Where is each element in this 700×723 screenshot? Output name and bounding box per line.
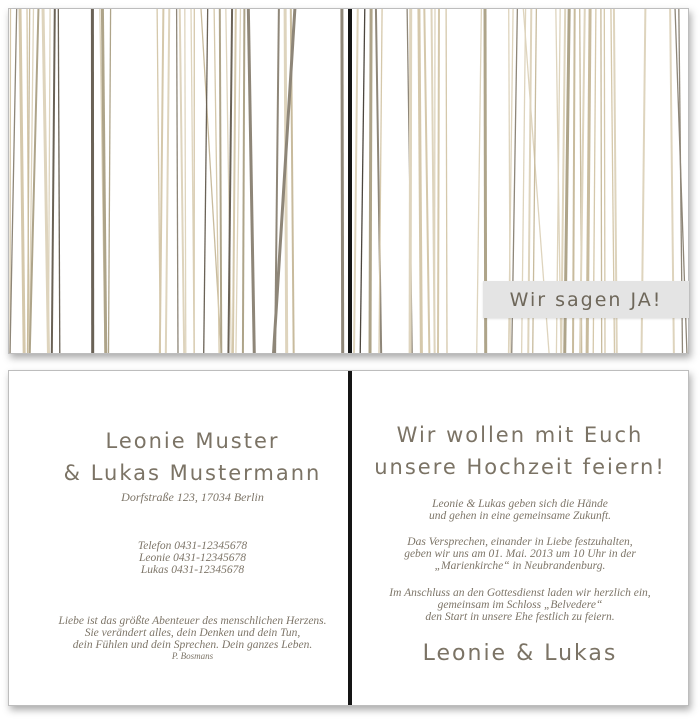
- couple-names: [37, 425, 348, 489]
- para2-line-1: Das Versprechen, einander in Liebe festzuhalten,: [407, 536, 633, 548]
- invitation-paragraph-1: [352, 498, 688, 522]
- invitation-paragraph-3: [352, 587, 688, 623]
- inside-left-page: [9, 371, 348, 705]
- quote-line-2: Sie verändert alles, dein Denken und dein Tun,: [84, 627, 301, 639]
- names-line-1: Leonie Muster: [105, 429, 280, 453]
- phone-line-2: Leonie 0431-12345678: [138, 552, 246, 564]
- phone-line-1: Telefon 0431-12345678: [137, 540, 248, 552]
- invitation-heading: [352, 419, 688, 483]
- inside-right-page: [352, 371, 688, 705]
- signature-names: Leonie & Lukas: [422, 641, 618, 666]
- para3-line-2: gemeinsam im Schloss „Belvedere“: [437, 599, 603, 611]
- inside-fold-line: [348, 371, 352, 705]
- names-line-2: & Lukas Mustermann: [63, 461, 322, 485]
- address-line: Dorfstraße 123, 17034 Berlin: [121, 490, 264, 504]
- card-front-panel: [8, 8, 689, 354]
- para2-line-3: „Marienkirche“ in Neubrandenburg.: [434, 560, 606, 572]
- heading-line-2: unsere Hochzeit feiern!: [374, 455, 666, 479]
- invitation-paragraph-2: [352, 536, 688, 572]
- banner-text: Wir sagen JA!: [509, 288, 663, 311]
- para1-line-1: Leonie & Lukas geben sich die Hände: [432, 498, 608, 510]
- quote-attribution: P. Bosmans: [171, 651, 214, 661]
- para3-line-1: Im Anschluss an den Gottesdienst laden wir herzlich ein,: [389, 587, 651, 599]
- love-quote: [37, 615, 348, 651]
- phone-list: [37, 540, 348, 576]
- card-inside-panel: [8, 370, 689, 706]
- phone-line-3: Lukas 0431-12345678: [140, 564, 245, 576]
- we-say-yes-banner: [483, 281, 689, 318]
- para2-line-2: geben wir uns am 01. Mai. 2013 um 10 Uhr in der: [404, 548, 636, 560]
- heading-line-1: Wir wollen mit Euch: [396, 423, 644, 447]
- para1-line-2: und gehen in eine gemeinsame Zukunft.: [428, 510, 612, 522]
- para3-line-3: den Start in unsere Ehe festlich zu feiern.: [425, 611, 615, 623]
- quote-line-1: Liebe ist das größte Abenteuer des menschlichen Herzens.: [58, 615, 327, 627]
- quote-line-3: dein Fühlen und dein Sprechen. Dein ganzes Leben.: [72, 639, 313, 651]
- front-fold-line: [348, 9, 352, 353]
